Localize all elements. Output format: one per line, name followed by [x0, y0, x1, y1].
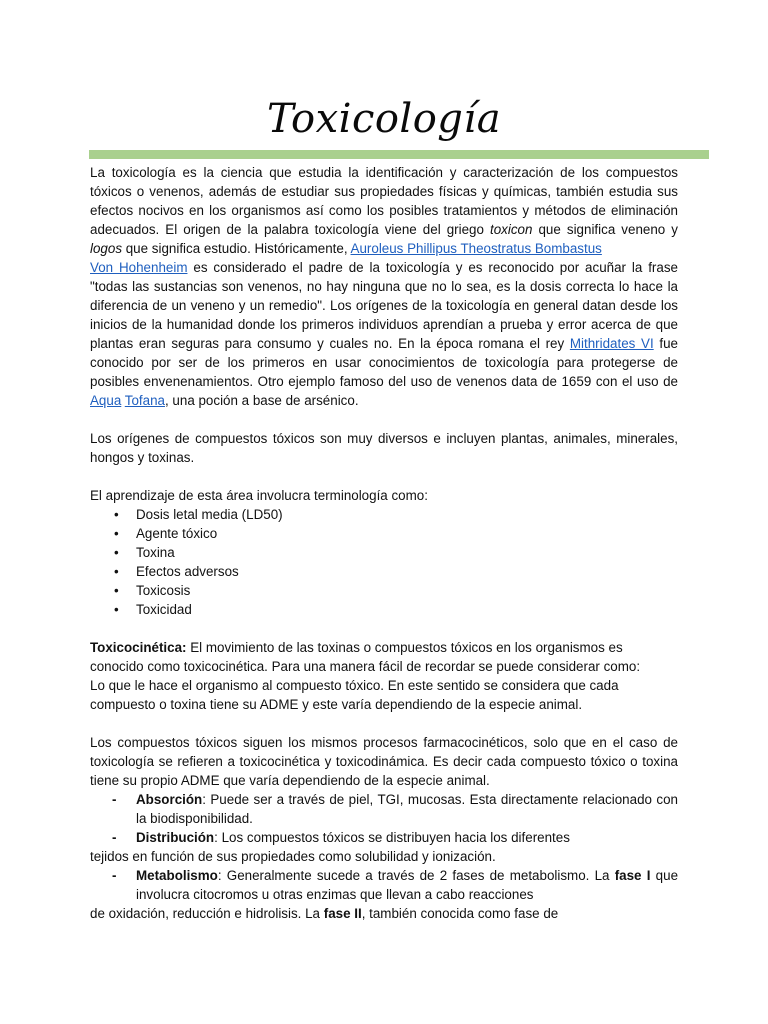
intro-paragraph: La toxicología es la ciencia que estudia la identificación y caracterización de los compuestos tóxicos o venenos, además de estudiar sus propiedades físicas y químicas, también estudia sus efectos nocivos en los organismos así como los posibles tratamientos y métodos de eliminación adecuados. El origen de la palabra toxicología viene del griego toxicon que significa veneno y logos que significa estudio. Históricamente, Auroleus Phillipus Theostratus Bombastus Von Hohenheim es considerado el padre de la toxicología y es reconocido por acuñar la frase "todas las sustancias son venenos, no hay ninguna que no lo sea, es la dosis correcta lo hace la diferencia de un veneno y un remedio". Los orígenes de la toxicología en general datan desde los inicios de la humanidad donde los primeros individuos aprendían a prueba y error acerca de que plantas eran seguras para consumo y cuales no. En la época romana el rey Mithridates VI fue conocido por ser de los primeros en usar conocimientos de toxicología para protegerse de posibles envenenamientos. Otro ejemplo famoso del uso de venenos data de 1659 con el uso de Aqua Tofana, una poción a base de arsénico.: [90, 165, 678, 408]
link-aqua-tofana[interactable]: Aqua: [90, 393, 122, 408]
link-mithridates[interactable]: Mithridates VI: [569, 336, 654, 351]
origins-paragraph: Los orígenes de compuestos tóxicos son muy diversos e incluyen plantas, animales, minerales, hongos y toxinas.: [90, 431, 678, 465]
toxicokinetics-label: Toxicocinética:: [90, 640, 187, 655]
metabolismo-continuation: de oxidación, reducción e hidrolisis. La fase II, también conocida como fase de: [90, 906, 559, 921]
adme-list: [90, 790, 678, 847]
term-logos: logos: [90, 241, 123, 256]
adme-list-2: [90, 866, 678, 904]
toxicokinetics-paragraph-2: Lo que le hace el organismo al compuesto tóxico. En este sentido se considera que cada compuesto o toxina tiene su ADME y este varía dependiendo de la especie animal.: [90, 678, 619, 712]
toxicokinetics-paragraph: Toxicocinética: El movimiento de las toxinas o compuestos tóxicos en los organismos es conocido como toxicocinética. Para una manera fácil de recordar se puede considerar como:: [90, 640, 641, 674]
adme-item-distribucion: - Distribución: Los compuestos tóxicos se distribuyen hacia los diferentes: [112, 830, 570, 845]
adme-item-metabolismo: - Metabolismo: Generalmente sucede a través de 2 fases de metabolismo. La fase I que involucra citocromos u otras enzimas que llevan a cabo reacciones: [112, 868, 679, 902]
fase-i: fase I: [614, 868, 651, 883]
list-item: • Toxina: [90, 543, 678, 562]
link-paracelsus-cont[interactable]: Von Hohenheim: [90, 260, 188, 275]
processes-paragraph: Los compuestos tóxicos siguen los mismos procesos farmacocinéticos, solo que en el caso de toxicología se refieren a toxicocinética y toxicodinámica. Es decir cada compuesto tóxico o toxina tiene su propio ADME que varía dependiendo de la especie animal.: [90, 735, 678, 788]
link-paracelsus[interactable]: Auroleus Phillipus Theostratus Bombastus: [350, 241, 602, 256]
distribucion-continuation: tejidos en función de sus propiedades como solubilidad y ionización.: [90, 849, 496, 864]
adme-item-absorcion: - Absorción: Puede ser a través de piel, TGI, mucosas. Esta directamente relacionado con la biodisponibilidad.: [112, 792, 678, 826]
fase-ii: fase II: [323, 906, 362, 921]
list-item: • Toxicosis: [90, 581, 678, 600]
list-item: • Efectos adversos: [90, 562, 678, 581]
terminology-intro: El aprendizaje de esta área involucra terminología como:: [90, 488, 428, 503]
list-item: • Agente tóxico: [90, 524, 678, 543]
list-item: • Dosis letal media (LD50): [90, 505, 678, 524]
document-body: [90, 163, 678, 923]
list-item: • Toxicidad: [90, 600, 678, 619]
term-toxicon: toxicon: [490, 222, 533, 237]
terminology-list: [90, 505, 678, 619]
link-aqua-tofana-cont[interactable]: Tofana: [124, 393, 165, 408]
page-title: Toxicología: [266, 96, 502, 142]
title-divider: [89, 150, 709, 159]
